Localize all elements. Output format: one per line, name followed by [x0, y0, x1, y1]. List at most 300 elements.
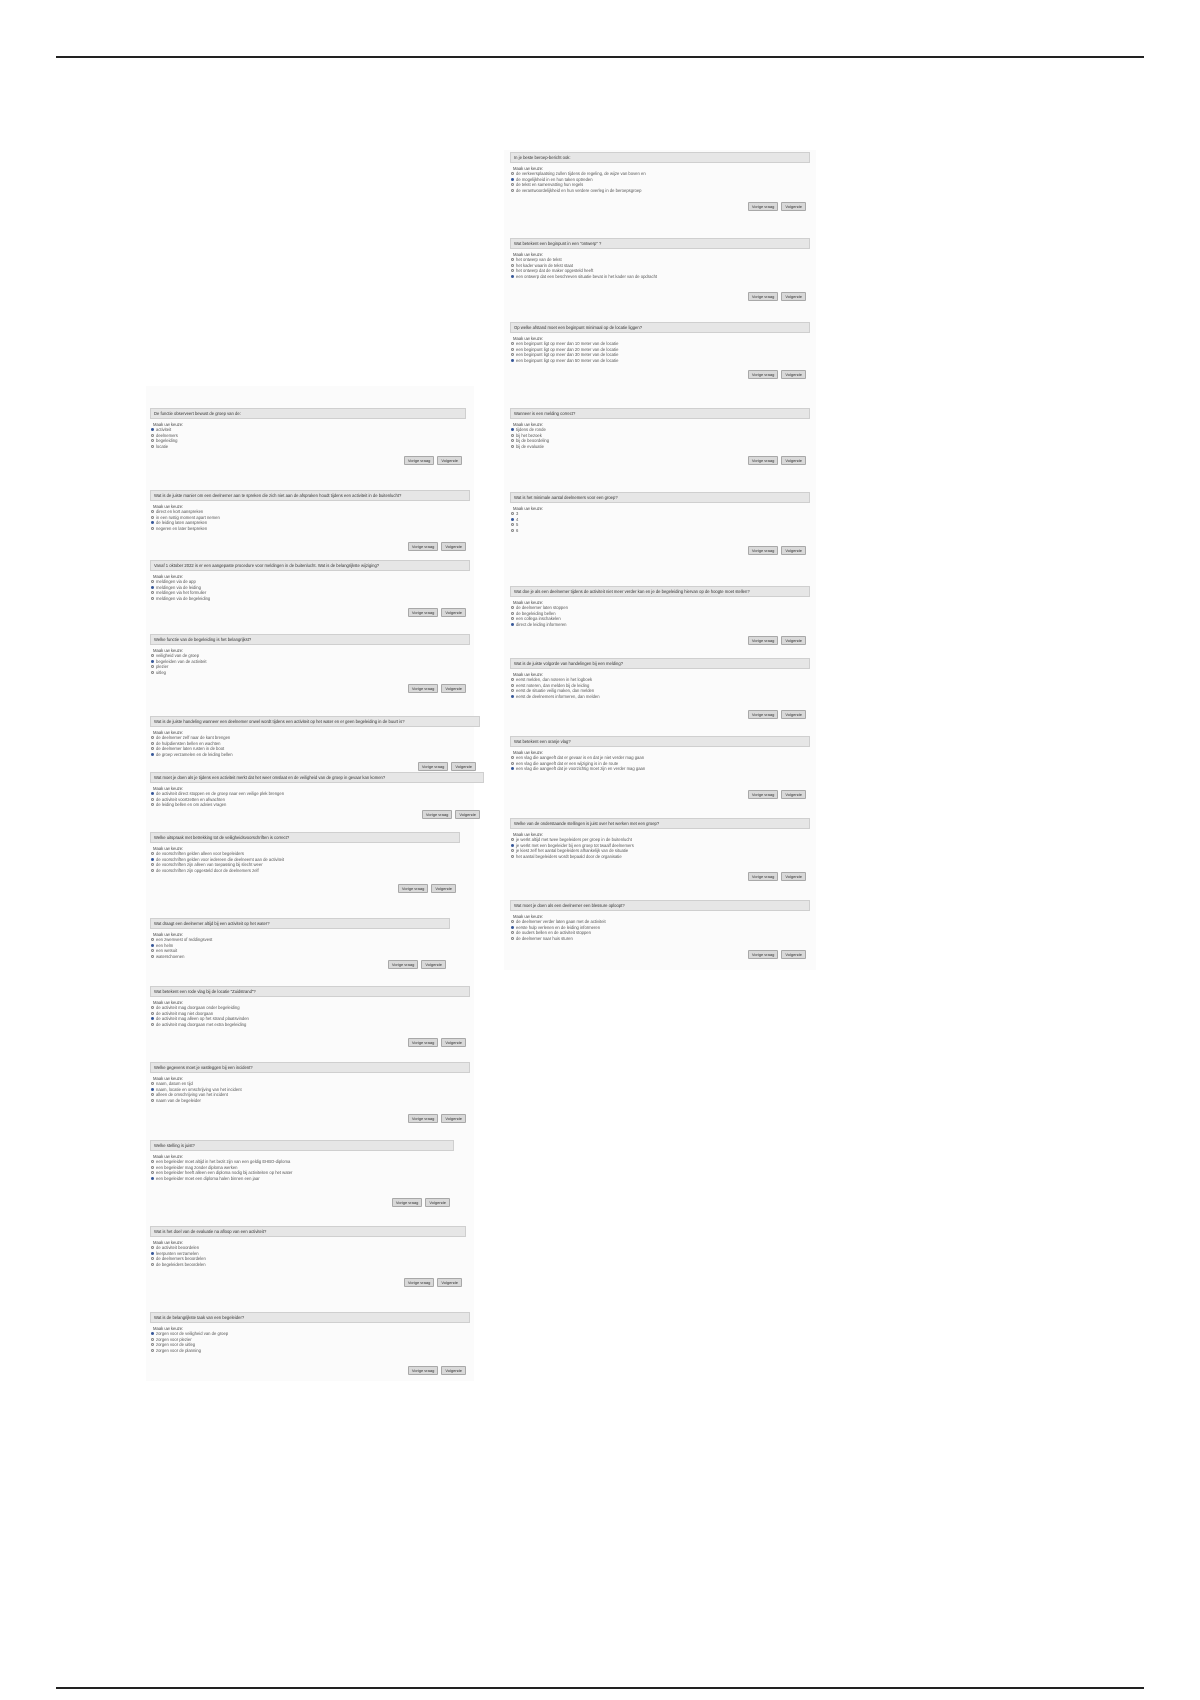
option-label: de voorschriften gelden alleen voor begeleiders: [156, 851, 244, 857]
question-text: Op welke afstand moet een beginpunt minimaal op de locatie liggen?: [510, 322, 810, 333]
radio-button[interactable]: [511, 684, 514, 687]
choice-prompt: Maak uw keuze:: [153, 730, 184, 735]
question-text: Wat draagt een deelnemer altijd bij een activiteit op het water?: [150, 918, 450, 929]
right-quiz-card: [510, 736, 810, 798]
option-label: eerste hulp verlenen en de leiding informeren: [516, 924, 601, 930]
previous-button[interactable]: Vorige vraag: [404, 456, 434, 465]
option-label: de ouders bellen en de activiteit stoppen: [516, 930, 591, 936]
next-button[interactable]: Volgende: [441, 684, 466, 693]
next-button[interactable]: Volgende: [441, 1366, 466, 1375]
next-button[interactable]: Volgende: [781, 790, 806, 799]
radio-button[interactable]: [511, 189, 514, 192]
radio-button[interactable]: [511, 172, 514, 175]
answer-option[interactable]: [150, 670, 470, 675]
left-quiz-card: [150, 560, 470, 616]
next-button[interactable]: Volgende: [781, 546, 806, 555]
option-label: meldingen via de app: [156, 579, 196, 585]
radio-button[interactable]: [151, 1082, 154, 1085]
radio-button[interactable]: [151, 1160, 154, 1163]
radio-button[interactable]: [511, 756, 514, 759]
option-label: de deelnemer laten rusten in de boot: [156, 746, 225, 752]
previous-button[interactable]: Vorige vraag: [392, 1198, 422, 1207]
option-label: een beginpunt ligt op meer dan 10 meter van de locatie: [516, 341, 619, 347]
radio-button[interactable]: [151, 747, 154, 750]
radio-button[interactable]: [511, 434, 514, 437]
next-button[interactable]: Volgende: [441, 1114, 466, 1123]
radio-button[interactable]: [151, 753, 154, 756]
choice-prompt: Maak uw keuze:: [153, 932, 184, 937]
radio-button[interactable]: [511, 695, 514, 698]
right-quiz-card: [510, 408, 810, 464]
option-label: de verantwoordelijkheid en hun verdere overleg in de beroepsgroep: [516, 187, 642, 193]
choice-prompt: Maak uw keuze:: [153, 574, 184, 579]
radio-button[interactable]: [151, 1171, 154, 1174]
option-label: de hulpdiensten bellen en wachten: [156, 740, 221, 746]
option-label: meldingen via de begeleiding: [156, 595, 211, 601]
option-label: negeren en later bespreken: [156, 525, 208, 531]
option-label: het ontwerp dat de maker opgesteld heeft: [516, 268, 594, 274]
answer-option[interactable]: [510, 188, 810, 193]
option-label: leerpunten verzamelen: [156, 1250, 199, 1256]
option-label: een zwemvest of reddingsvest: [156, 937, 213, 943]
choice-prompt: Maak uw keuze:: [153, 1154, 184, 1159]
answer-option[interactable]: [510, 854, 810, 859]
question-text: Wat is het doel van de evaluatie na afloop van een activiteit?: [150, 1226, 466, 1237]
left-quiz-card: [150, 1140, 454, 1206]
choice-prompt: Maak uw keuze:: [153, 1000, 184, 1005]
option-label: bij het bezoek: [516, 432, 542, 438]
radio-button[interactable]: [151, 527, 154, 530]
option-label: een begeleider mag zonder diploma werken: [156, 1164, 238, 1170]
option-label: een ontwerp dat een beschreven situatie bevat in het kader van de opdracht: [516, 273, 658, 279]
next-button[interactable]: Volgende: [437, 456, 462, 465]
radio-button[interactable]: [151, 803, 154, 806]
option-label: je werkt altijd met twee begeleiders per groep in de buitenlucht: [516, 837, 632, 843]
radio-button[interactable]: [511, 518, 514, 521]
radio-button[interactable]: [151, 869, 154, 872]
previous-button[interactable]: Vorige vraag: [418, 762, 448, 771]
question-text: Wat betekent een oranje vlag?: [510, 736, 810, 747]
option-label: 3: [516, 511, 519, 517]
answer-option[interactable]: [510, 444, 810, 449]
question-text: De functie observeert bewust de groep van de:: [150, 408, 466, 419]
radio-button[interactable]: [151, 1177, 154, 1180]
radio-button[interactable]: [511, 523, 514, 526]
option-label: naam, locatie en omschrijving van het incident: [156, 1086, 242, 1092]
right-quiz-card: [510, 238, 810, 300]
radio-button[interactable]: [151, 445, 154, 448]
radio-button[interactable]: [511, 767, 514, 770]
question-text: Wat is de juiste volgorde van handelingen bij een melding?: [510, 658, 810, 669]
left-quiz-card: [150, 772, 484, 818]
left-quiz-card: [150, 1062, 470, 1122]
radio-button[interactable]: [511, 937, 514, 940]
option-label: de deelnemer laten stoppen: [516, 605, 568, 611]
radio-button[interactable]: [151, 439, 154, 442]
radio-button[interactable]: [511, 428, 514, 431]
radio-button[interactable]: [151, 736, 154, 739]
option-label: deelnemers: [156, 432, 178, 438]
option-label: locatie: [156, 443, 169, 449]
right-quiz-card: [510, 322, 810, 378]
option-label: de activiteit mag doorgaan met extra begeleiding: [156, 1021, 247, 1027]
radio-button[interactable]: [151, 510, 154, 513]
choice-prompt: Maak uw keuze:: [153, 1326, 184, 1331]
radio-button[interactable]: [511, 844, 514, 847]
option-label: je werkt met een begeleider bij een groep tot twaalf deelnemers: [516, 842, 634, 848]
option-label: zorgen voor plezier: [156, 1336, 192, 1342]
right-quiz-card: [510, 586, 810, 644]
option-label: de deelnemers beoordelen: [156, 1256, 206, 1262]
question-text: Wat is de juiste handeling wanneer een deelnemer onwel wordt tijdens een activiteit op het water en er geen begeleiding in de buurt is?: [150, 716, 480, 727]
radio-button[interactable]: [151, 1338, 154, 1341]
option-label: de groep verzamelen en de leiding bellen: [156, 751, 233, 757]
option-label: een vlag die aangeeft dat je voorzichtig moet zijn en verder mag gaan: [516, 766, 646, 772]
option-label: de deelnemer naar huis sturen: [516, 935, 573, 941]
radio-button[interactable]: [511, 849, 514, 852]
choice-prompt: Maak uw keuze:: [513, 914, 544, 919]
option-label: de voorschriften gelden voor iedereen die deelneemt aan de activiteit: [156, 856, 285, 862]
choice-prompt: Maak uw keuze:: [513, 422, 544, 427]
option-label: veiligheid van de groep: [156, 653, 200, 659]
next-button[interactable]: Volgende: [455, 810, 480, 819]
radio-button[interactable]: [151, 586, 154, 589]
radio-button[interactable]: [151, 428, 154, 431]
radio-button[interactable]: [511, 183, 514, 186]
radio-button[interactable]: [151, 1166, 154, 1169]
question-text: Welke gegevens moet je vastleggen bij een incident?: [150, 1062, 470, 1073]
next-button[interactable]: Volgende: [781, 636, 806, 645]
previous-button[interactable]: Vorige vraag: [422, 810, 452, 819]
radio-button[interactable]: [151, 521, 154, 524]
option-label: je kiest zelf het aantal begeleiders afhankelijk van de situatie: [516, 848, 629, 854]
answer-option[interactable]: [150, 596, 470, 601]
option-label: 6: [516, 527, 519, 533]
radio-button[interactable]: [151, 1017, 154, 1020]
question-text: Wat is het minimale aantal deelnemers voor een groep?: [510, 492, 810, 503]
option-label: een beginpunt ligt op meer dan 50 meter van de locatie: [516, 357, 619, 363]
option-label: plezier: [156, 664, 169, 670]
option-label: de tekst en samenvatting hun regels: [516, 182, 584, 188]
radio-button[interactable]: [151, 591, 154, 594]
right-quiz-card: [510, 818, 810, 880]
option-label: de leiding bellen en om advies vragen: [156, 802, 227, 808]
option-label: direct en kort aanspreken: [156, 509, 204, 515]
radio-button[interactable]: [511, 445, 514, 448]
previous-button[interactable]: Vorige vraag: [398, 884, 428, 893]
option-label: de begeleiding bellen: [516, 610, 556, 616]
radio-button[interactable]: [151, 1343, 154, 1346]
option-label: zorgen voor de uitleg: [156, 1342, 196, 1348]
next-button[interactable]: Volgende: [781, 950, 806, 959]
next-button[interactable]: Volgende: [431, 884, 456, 893]
radio-button[interactable]: [511, 762, 514, 765]
previous-button[interactable]: Vorige vraag: [408, 608, 438, 617]
answer-option[interactable]: [150, 954, 450, 959]
choice-prompt: Maak uw keuze:: [153, 1240, 184, 1245]
next-button[interactable]: Volgende: [781, 456, 806, 465]
option-label: de mogelijkheid in en hun taken optreden: [516, 176, 593, 182]
radio-button[interactable]: [151, 944, 154, 947]
radio-button[interactable]: [511, 269, 514, 272]
option-label: alleen de omschrijving van het incident: [156, 1092, 228, 1098]
radio-button[interactable]: [511, 359, 514, 362]
option-label: de activiteit beoordelen: [156, 1245, 200, 1251]
radio-button[interactable]: [151, 1257, 154, 1260]
radio-button[interactable]: [151, 580, 154, 583]
next-button[interactable]: Volgende: [425, 1198, 450, 1207]
option-label: meldingen via de leiding: [156, 584, 201, 590]
radio-button[interactable]: [511, 178, 514, 181]
answer-option[interactable]: [510, 358, 810, 363]
choice-prompt: Maak uw keuze:: [153, 846, 184, 851]
next-button[interactable]: Volgende: [441, 1038, 466, 1047]
answer-option[interactable]: [150, 1022, 470, 1027]
radio-button[interactable]: [151, 1088, 154, 1091]
option-label: de deelnemer verder laten gaan met de activiteit: [516, 919, 606, 925]
answer-option[interactable]: [510, 936, 810, 941]
answer-option[interactable]: [510, 528, 810, 533]
left-quiz-card: [150, 490, 470, 550]
previous-button[interactable]: Vorige vraag: [748, 790, 778, 799]
choice-prompt: Maak uw keuze:: [153, 422, 184, 427]
radio-button[interactable]: [511, 931, 514, 934]
radio-button[interactable]: [151, 434, 154, 437]
question-text: Wat is de juiste manier om een deelnemer aan te spreken die zich niet aan de afspraken houdt tijdens een activiteit in de buitenlucht?: [150, 490, 470, 501]
choice-prompt: Maak uw keuze:: [153, 504, 184, 509]
next-button[interactable]: Volgende: [781, 292, 806, 301]
top-rule: [56, 56, 1144, 58]
question-text: Welke uitspraak met betrekking tot de veiligheidsvoorschriften is correct?: [150, 832, 460, 843]
left-quiz-card: [150, 918, 450, 968]
choice-prompt: Maak uw keuze:: [513, 832, 544, 837]
previous-button[interactable]: Vorige vraag: [388, 960, 418, 969]
radio-button[interactable]: [151, 863, 154, 866]
radio-button[interactable]: [151, 1263, 154, 1266]
option-label: de activiteit voortzetten en afwachten: [156, 796, 225, 802]
option-label: de deelnemer zelf naar de kant brengen: [156, 735, 231, 741]
radio-button[interactable]: [151, 660, 154, 663]
previous-button[interactable]: Vorige vraag: [748, 872, 778, 881]
radio-button[interactable]: [511, 258, 514, 261]
option-label: de voorschriften zijn opgesteld door de deelnemers zelf: [156, 867, 259, 873]
radio-button[interactable]: [511, 342, 514, 345]
option-label: het kader waarin de tekst staat: [516, 262, 574, 268]
previous-button[interactable]: Vorige vraag: [408, 684, 438, 693]
next-button[interactable]: Volgende: [781, 370, 806, 379]
option-label: begeleiden van de activiteit: [156, 658, 207, 664]
option-label: 4: [516, 516, 519, 522]
option-label: begeleiding: [156, 438, 178, 444]
option-label: 5: [516, 522, 519, 528]
next-button[interactable]: Volgende: [441, 542, 466, 551]
previous-button[interactable]: Vorige vraag: [748, 950, 778, 959]
previous-button[interactable]: Vorige vraag: [404, 1278, 434, 1287]
radio-button[interactable]: [151, 742, 154, 745]
previous-button[interactable]: Vorige vraag: [408, 1038, 438, 1047]
left-quiz-card: [150, 634, 470, 692]
radio-button[interactable]: [151, 852, 154, 855]
previous-button[interactable]: Vorige vraag: [408, 542, 438, 551]
previous-button[interactable]: Vorige vraag: [748, 202, 778, 211]
radio-button[interactable]: [151, 858, 154, 861]
choice-prompt: Maak uw keuze:: [513, 506, 544, 511]
option-label: meldingen via het formulier: [156, 590, 207, 596]
previous-button[interactable]: Vorige vraag: [748, 546, 778, 555]
option-label: de verkeersplaatsing zullen tijdens de regeling, de wijze van boven en: [516, 171, 646, 177]
option-label: tijdens de ronde: [516, 427, 546, 433]
radio-button[interactable]: [151, 1252, 154, 1255]
previous-button[interactable]: Vorige vraag: [748, 456, 778, 465]
option-label: de begeleiders beoordelen: [156, 1261, 206, 1267]
radio-button[interactable]: [511, 348, 514, 351]
radio-button[interactable]: [151, 671, 154, 674]
radio-button[interactable]: [151, 949, 154, 952]
answer-option[interactable]: [150, 1262, 466, 1267]
choice-prompt: Maak uw keuze:: [153, 786, 184, 791]
answer-option[interactable]: [150, 444, 466, 449]
option-label: de leiding laten aanspreken: [156, 520, 208, 526]
radio-button[interactable]: [511, 617, 514, 620]
question-text: Wat moet je doen als je tijdens een activiteit merkt dat het weer omslaat en de veiligheid van de groep in gevaar kan komen?: [150, 772, 484, 783]
answer-option[interactable]: [150, 868, 460, 873]
option-label: de activiteit direct stoppen en de groep naar een veilige plek brengen: [156, 791, 285, 797]
answer-option[interactable]: [150, 802, 484, 807]
radio-button[interactable]: [151, 938, 154, 941]
question-text: Wat betekent een beginpunt in een "ontwerp" ?: [510, 238, 810, 249]
choice-prompt: Maak uw keuze:: [153, 648, 184, 653]
option-label: eerst noteren, dan melden bij de leiding: [516, 682, 590, 688]
answer-option[interactable]: [150, 1176, 454, 1181]
radio-button[interactable]: [511, 275, 514, 278]
option-label: een beginpunt ligt op meer dan 20 meter van de locatie: [516, 346, 619, 352]
radio-button[interactable]: [151, 597, 154, 600]
radio-button[interactable]: [511, 353, 514, 356]
option-label: het ontwerp van de tekst: [516, 257, 562, 263]
radio-button[interactable]: [511, 606, 514, 609]
radio-button[interactable]: [151, 1023, 154, 1026]
answer-option[interactable]: [510, 622, 810, 627]
left-quiz-card: [150, 986, 470, 1046]
radio-button[interactable]: [511, 264, 514, 267]
choice-prompt: Maak uw keuze:: [513, 166, 544, 171]
answer-option[interactable]: [510, 694, 810, 699]
option-label: de activiteit mag niet doorgaan: [156, 1010, 214, 1016]
radio-button[interactable]: [511, 612, 514, 615]
previous-button[interactable]: Vorige vraag: [408, 1366, 438, 1375]
next-button[interactable]: Volgende: [451, 762, 476, 771]
option-label: bij de beoordeling: [516, 438, 550, 444]
question-text: Welke stelling is juist?: [150, 1140, 454, 1151]
option-label: een begeleider moet altijd in het bezit zijn van een geldig EHBO-diploma: [156, 1159, 291, 1165]
answer-option[interactable]: [150, 526, 470, 531]
choice-prompt: Maak uw keuze:: [513, 672, 544, 677]
option-label: in een rustig moment apart nemen: [156, 514, 220, 520]
left-quiz-card: [150, 1226, 466, 1286]
previous-button[interactable]: Vorige vraag: [748, 370, 778, 379]
radio-button[interactable]: [151, 1349, 154, 1352]
radio-button[interactable]: [151, 955, 154, 958]
answer-option[interactable]: [150, 752, 480, 757]
radio-button[interactable]: [511, 838, 514, 841]
radio-button[interactable]: [151, 1099, 154, 1102]
next-button[interactable]: Volgende: [781, 710, 806, 719]
radio-button[interactable]: [511, 623, 514, 626]
choice-prompt: Maak uw keuze:: [513, 600, 544, 605]
radio-button[interactable]: [151, 516, 154, 519]
option-label: uitleg: [156, 669, 167, 675]
option-label: activiteit: [156, 427, 172, 433]
radio-button[interactable]: [511, 855, 514, 858]
radio-button[interactable]: [511, 512, 514, 515]
option-label: zorgen voor de planning: [156, 1347, 201, 1353]
option-label: naam van de begeleider: [156, 1097, 201, 1103]
option-label: eerst de situatie veilig maken, dan melden: [516, 688, 595, 694]
right-quiz-card: [510, 152, 810, 210]
choice-prompt: Maak uw keuze:: [513, 336, 544, 341]
option-label: een begeleider moet een diploma halen binnen een jaar: [156, 1175, 260, 1181]
option-label: een helm: [156, 942, 174, 948]
previous-button[interactable]: Vorige vraag: [748, 710, 778, 719]
previous-button[interactable]: Vorige vraag: [408, 1114, 438, 1123]
answer-option[interactable]: [150, 1348, 470, 1353]
radio-button[interactable]: [151, 792, 154, 795]
next-button[interactable]: Volgende: [781, 872, 806, 881]
option-label: een begeleider heeft alleen een diploma nodig bij activiteiten op het water: [156, 1170, 293, 1176]
answer-option[interactable]: [150, 1098, 470, 1103]
answer-option[interactable]: [510, 766, 810, 771]
radio-button[interactable]: [511, 920, 514, 923]
choice-prompt: Maak uw keuze:: [513, 750, 544, 755]
radio-button[interactable]: [511, 439, 514, 442]
option-label: waterschoenen: [156, 953, 185, 959]
radio-button[interactable]: [151, 1012, 154, 1015]
question-text: Wanneer is een melding correct?: [510, 408, 810, 419]
radio-button[interactable]: [511, 926, 514, 929]
option-label: een beginpunt ligt op meer dan 30 meter van de locatie: [516, 352, 619, 358]
radio-button[interactable]: [151, 1332, 154, 1335]
next-button[interactable]: Volgende: [437, 1278, 462, 1287]
option-label: naam, datum en tijd: [156, 1081, 193, 1087]
question-text: In je beste beroep-bericht ook:: [510, 152, 810, 163]
next-button[interactable]: Volgende: [421, 960, 446, 969]
previous-button[interactable]: Vorige vraag: [748, 636, 778, 645]
radio-button[interactable]: [151, 654, 154, 657]
radio-button[interactable]: [151, 665, 154, 668]
option-label: direct de leiding informeren: [516, 621, 567, 627]
radio-button[interactable]: [511, 529, 514, 532]
next-button[interactable]: Volgende: [441, 608, 466, 617]
radio-button[interactable]: [511, 689, 514, 692]
option-label: zorgen voor de veiligheid van de groep: [156, 1331, 229, 1337]
previous-button[interactable]: Vorige vraag: [748, 292, 778, 301]
radio-button[interactable]: [151, 1246, 154, 1249]
choice-prompt: Maak uw keuze:: [153, 1076, 184, 1081]
radio-button[interactable]: [511, 678, 514, 681]
option-label: de activiteit mag alleen op het strand plaatsvinden: [156, 1016, 249, 1022]
next-button[interactable]: Volgende: [781, 202, 806, 211]
right-quiz-card: [510, 900, 810, 958]
radio-button[interactable]: [151, 1093, 154, 1096]
left-quiz-card: [150, 1312, 470, 1374]
question-text: Welke functie van de begeleiding is het belangrijkst?: [150, 634, 470, 645]
right-quiz-card: [510, 492, 810, 554]
question-text: Welke van de onderstaande stellingen is juist over het werken met een groep?: [510, 818, 810, 829]
radio-button[interactable]: [151, 1006, 154, 1009]
radio-button[interactable]: [151, 798, 154, 801]
choice-prompt: Maak uw keuze:: [513, 252, 544, 257]
answer-option[interactable]: [510, 274, 810, 279]
